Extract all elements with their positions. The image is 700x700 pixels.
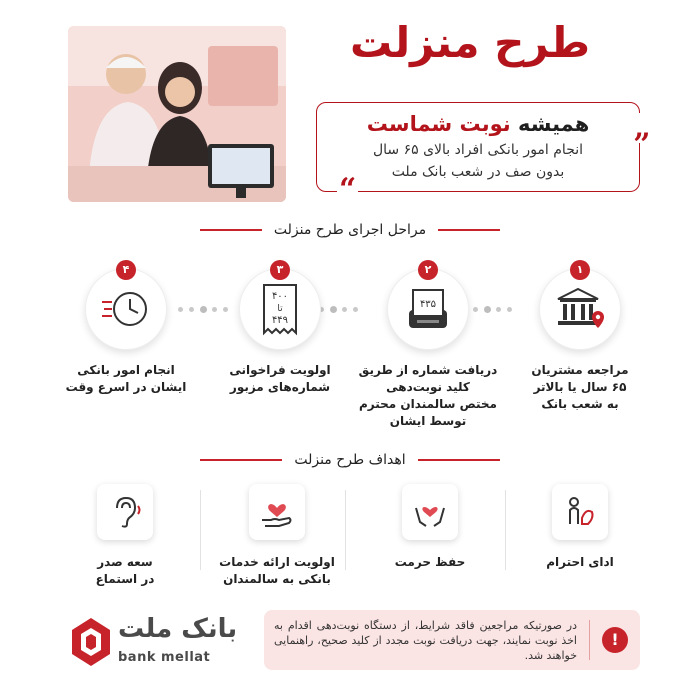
step-2-text-line2: کلید نوبت‌دهی (386, 380, 470, 394)
goal-separator-2 (345, 490, 346, 570)
step-1-circle (539, 263, 621, 350)
notice-box (264, 610, 640, 670)
step-4-text-line1: انجام امور بانکی (77, 363, 175, 377)
goal-priority-service-line2: بانکی به سالمندان (223, 572, 331, 586)
goal-patience-line1: سعه صدر (97, 555, 153, 569)
goal-separator-1 (505, 490, 506, 570)
step-1-text-line2: ۶۵ سال یا بالاتر (533, 380, 627, 394)
tagline-desc-line1: انجام امور بانکی افراد بالای ۶۵ سال (372, 142, 584, 158)
step-4-circle (85, 263, 167, 350)
fast-clock-icon (100, 286, 152, 332)
goal-respect-box (552, 484, 608, 540)
goal-dignity (365, 484, 495, 571)
heart-hands-icon (412, 494, 448, 530)
steps-section-title: مراحل اجرای طرح منزلت (273, 222, 427, 238)
warning-icon: ! (602, 627, 628, 653)
notice-divider (589, 620, 590, 660)
goal-patience-line2: در استماع (95, 572, 155, 586)
step-2 (358, 263, 498, 430)
notice-text: در صورتیکه مراجعین فاقد شرایط، از دستگاه نوبت‌دهی اقدام به اخذ نوبت نمایند، جهت دریافت نوبت مجدد از کلید صحیح، راهنمایی خواهند شد. (274, 618, 577, 662)
tagline-part-yours: شماست (366, 112, 453, 136)
heading-line-right (438, 229, 500, 231)
step-1-text-line1: مراجعه مشتریان (531, 363, 629, 377)
ear-icon (107, 494, 143, 530)
ticket-machine-icon (403, 286, 453, 332)
goals-section-title: اهداف طرح منزلت (294, 452, 406, 468)
goal-respect-line1: ادای احترام (546, 555, 614, 569)
bank-mellat-name-fa: بانک ملت (118, 614, 238, 644)
heading-line-left (200, 459, 282, 461)
tagline-part-turn: نوبت (459, 112, 511, 136)
step-4-text-line2: ایشان در اسرع وقت (65, 380, 187, 394)
bank-mellat-logo-icon (70, 616, 112, 668)
bank-mellat-name-en: bank mellat (118, 650, 211, 665)
step-2-text-line1: دریافت شماره از طریق (358, 363, 498, 377)
step-3 (210, 263, 350, 396)
goal-priority-service-line1: اولویت ارائه خدمات (219, 555, 335, 569)
step-2-circle (387, 263, 469, 350)
step-4 (56, 263, 196, 396)
goal-priority-service (212, 484, 342, 588)
goals-section-heading (200, 448, 500, 472)
ticket-range-to: تا (277, 304, 283, 314)
step-1 (510, 263, 650, 413)
quote-open-icon: „ (633, 110, 651, 145)
step-2-text-line3: مختص سالمندان محترم (359, 397, 497, 411)
step-3-circle (239, 263, 321, 350)
ticket-machine-number: ۴۳۵ (419, 299, 437, 310)
ticket-icon (260, 281, 300, 337)
goal-patience-box (97, 484, 153, 540)
goal-respect (515, 484, 645, 571)
step-1-number: ۱ (570, 260, 590, 280)
goal-separator-3 (200, 490, 201, 570)
heading-line-left (200, 229, 262, 231)
goal-dignity-box (402, 484, 458, 540)
ticket-range-end: ۴۴۹ (271, 315, 289, 326)
step-4-number: ۴ (116, 260, 136, 280)
tagline-box (316, 102, 651, 207)
respect-icon (562, 494, 598, 530)
goal-priority-service-box (249, 484, 305, 540)
step-3-text-line2: شماره‌های مزبور (229, 380, 331, 394)
ticket-range-start: ۴۰۰ (271, 291, 289, 302)
tagline-desc-line2: بدون صف در شعب بانک ملت (391, 164, 565, 180)
bank-building-icon (554, 285, 606, 333)
goal-dignity-line1: حفظ حرمت (394, 555, 466, 569)
page-title: طرح منزلت (349, 18, 591, 67)
step-2-number: ۲ (418, 260, 438, 280)
steps-section-heading (200, 218, 500, 242)
step-3-text-line1: اولویت فراخوانی (229, 363, 331, 377)
heart-care-icon (259, 494, 295, 530)
step-1-text-line3: به شعب بانک (541, 397, 619, 411)
quote-close-icon: “ (339, 172, 357, 207)
goal-patience (60, 484, 190, 588)
tagline-part-always: همیشه (517, 112, 590, 136)
bank-mellat-logo (70, 612, 250, 672)
step-2-text-line4: توسط ایشان (389, 414, 467, 428)
hero-illustration (68, 26, 286, 202)
tagline (317, 109, 639, 139)
hero-photo (68, 26, 286, 202)
heading-line-right (418, 459, 500, 461)
step-3-number: ۳ (270, 260, 290, 280)
